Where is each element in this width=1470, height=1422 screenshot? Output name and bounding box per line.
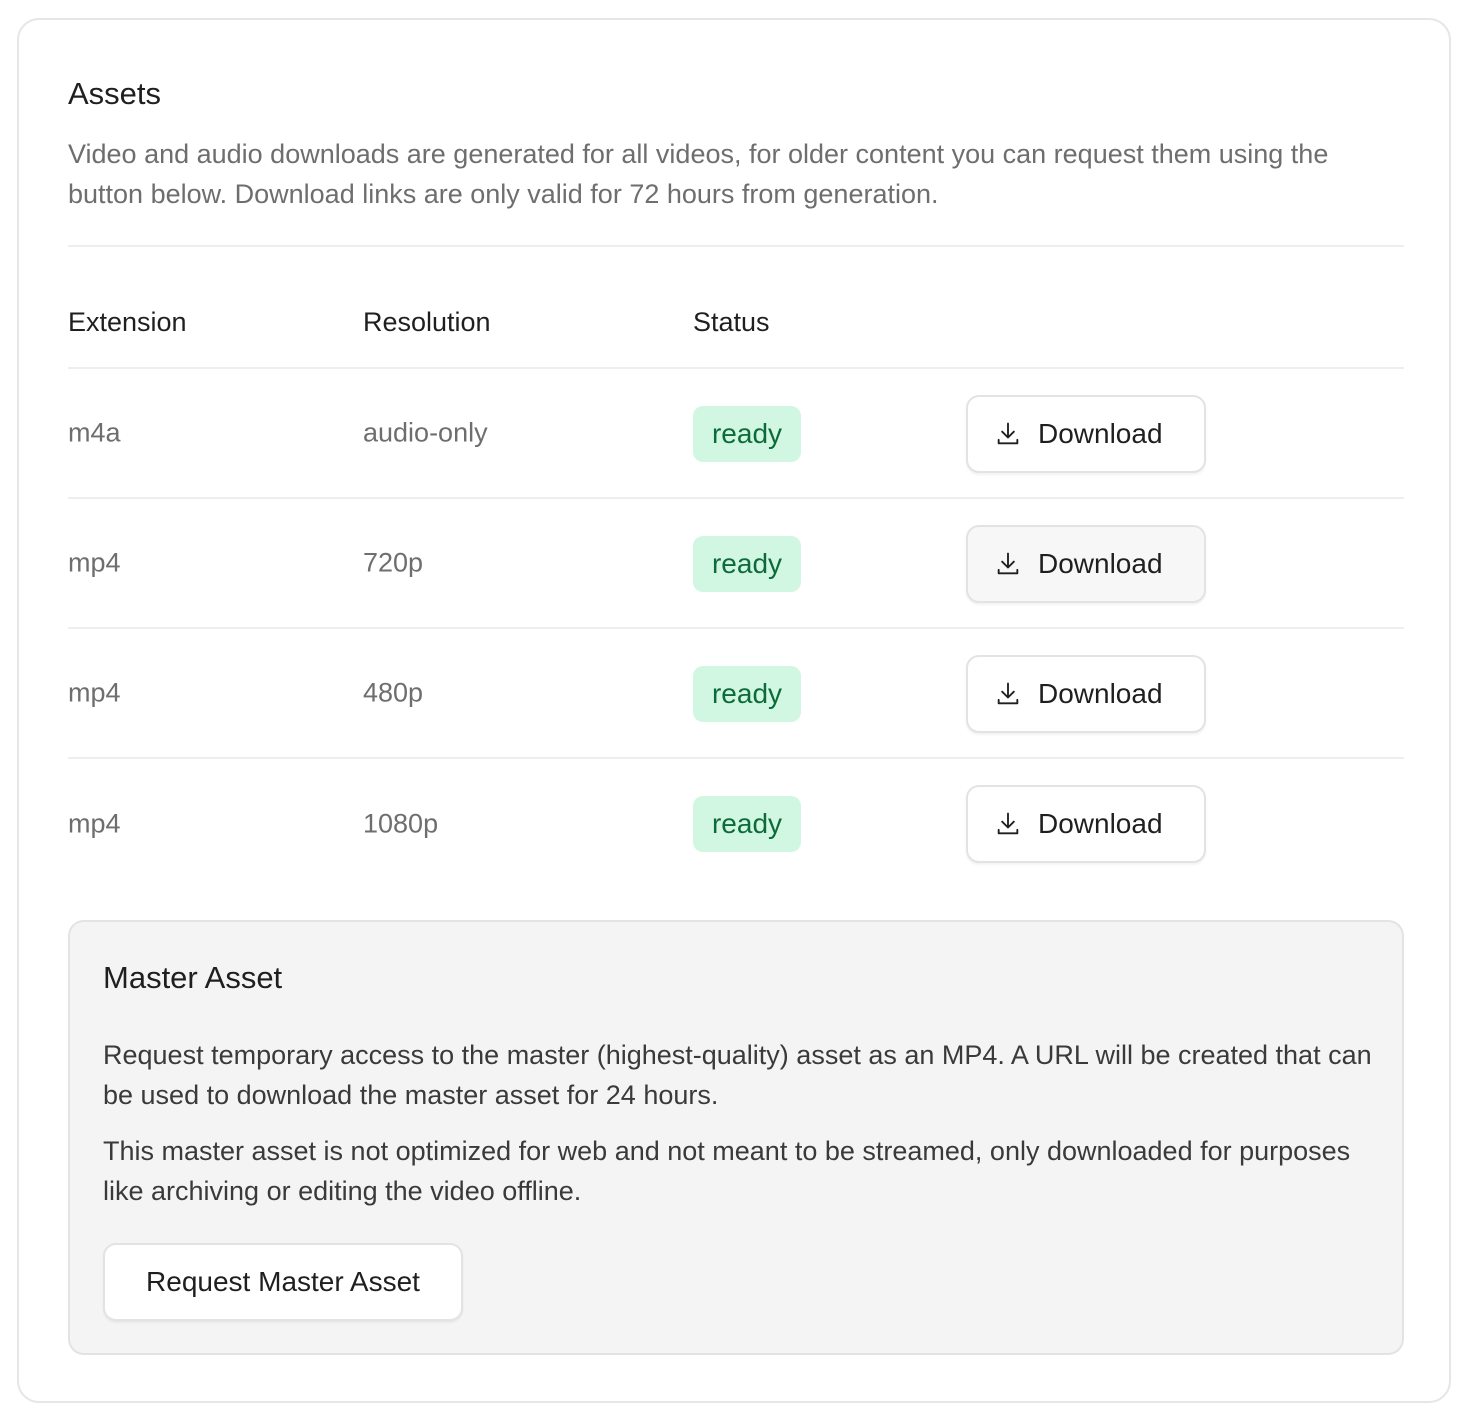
download-label: Download (1038, 678, 1163, 709)
assets-description: Video and audio downloads are generated for all videos, for older content you can request them using the button below. Download links are only valid for 72 hours from generation. (68, 139, 1329, 209)
download-button[interactable] (966, 395, 1206, 473)
master-asset-description: Request temporary access to the master (highest-quality) asset as an MP4. A URL will be created that can be used to download the master asset for 24 hours. (103, 1040, 1372, 1110)
resolution-cell: audio-only (363, 417, 488, 448)
download-icon (994, 680, 1022, 708)
resolution-cell: 1080p (363, 808, 439, 839)
download-button[interactable] (966, 655, 1206, 733)
request-master-asset-button[interactable]: Request Master Asset (103, 1243, 463, 1321)
download-button[interactable] (966, 785, 1206, 863)
extension-cell: mp4 (68, 808, 121, 839)
table-row (68, 499, 1404, 629)
master-asset-title: Master Asset (103, 960, 283, 995)
download-icon (994, 420, 1022, 448)
download-icon (994, 550, 1022, 578)
download-label: Download (1038, 418, 1163, 449)
status-badge: ready (693, 536, 801, 592)
assets-title: Assets (68, 76, 162, 111)
resolution-cell: 480p (363, 677, 424, 708)
divider (68, 245, 1404, 247)
status-badge: ready (693, 796, 801, 852)
status-badge: ready (693, 406, 801, 462)
table-row (68, 369, 1404, 499)
master-asset-panel (68, 920, 1404, 1355)
table-row (68, 759, 1404, 889)
extension-cell: m4a (68, 417, 121, 448)
master-asset-note: This master asset is not optimized for web and not meant to be streamed, only downloaded for purposes like archiving or editing the video offline. (103, 1136, 1351, 1206)
status-badge: ready (693, 666, 801, 722)
column-header-status: Status (693, 307, 770, 337)
table-row (68, 629, 1404, 759)
download-icon (994, 810, 1022, 838)
download-label: Download (1038, 808, 1163, 839)
download-button[interactable] (966, 525, 1206, 603)
extension-cell: mp4 (68, 547, 121, 578)
extension-cell: mp4 (68, 677, 121, 708)
assets-card (17, 18, 1451, 1403)
resolution-cell: 720p (363, 547, 424, 578)
column-header-resolution: Resolution (363, 307, 491, 337)
column-header-extension: Extension (68, 307, 187, 337)
download-label: Download (1038, 548, 1163, 579)
